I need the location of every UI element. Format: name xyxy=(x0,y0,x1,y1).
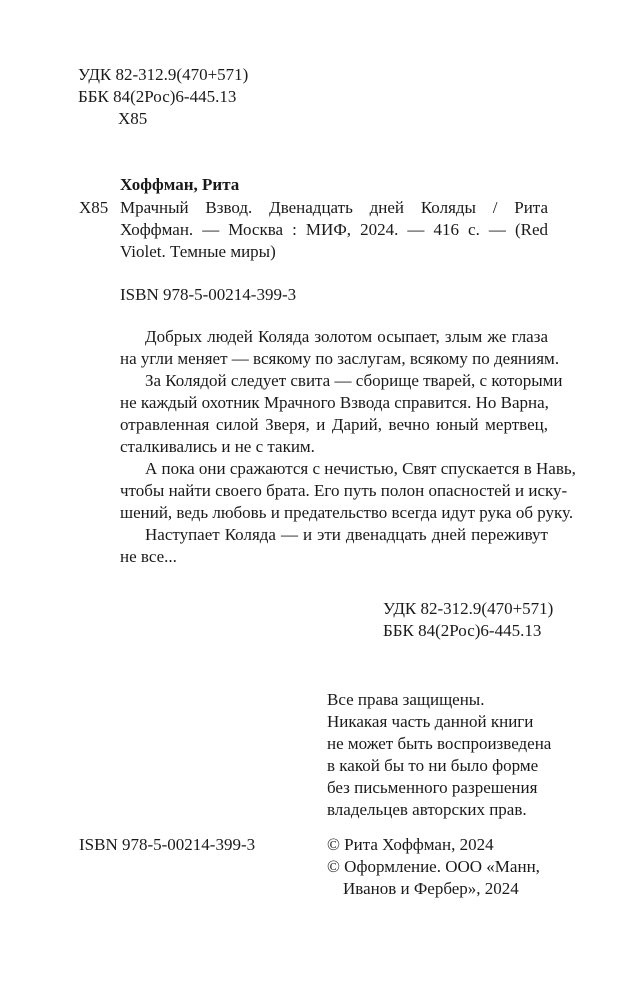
annotation-line: А пока они сражаются с нечистью, Свят спускается в Навь, xyxy=(145,459,576,478)
udk-code: УДК 82-312.9(470+571) xyxy=(383,599,554,618)
rights-line: в какой бы то ни было форме xyxy=(327,756,539,775)
author-heading: Хоффман, Рита xyxy=(120,175,240,194)
copyright-line: © Оформление. ООО «Манн, xyxy=(327,857,540,876)
annotation-line: шений, ведь любовь и предательство всегда идут рука об руку. xyxy=(120,503,574,522)
annotation-line: Наступает Коляда — и эти двенадцать дней переживут xyxy=(145,525,548,544)
rights-line: владельцев авторских прав. xyxy=(327,800,527,819)
udk-code: УДК 82-312.9(470+571) xyxy=(78,65,249,84)
annotation-line: на угли меняет — всякому по заслугам, всякому по деяниям. xyxy=(120,349,560,368)
annotation xyxy=(120,326,576,568)
annotation-line: не каждый охотник Мрачного Взвода справится. Но Варна, xyxy=(120,393,549,412)
rights-line: без письменного разрешения xyxy=(327,778,538,797)
annotation-line: За Колядой следует свита — сборище тварей, с которыми xyxy=(145,371,563,390)
biblio-line: Хоффман. — Москва : МИФ, 2024. — 416 с. — (Red xyxy=(120,220,548,239)
isbn-footer: ISBN 978-5-00214-399-3 xyxy=(79,835,256,854)
annotation-line: не все... xyxy=(120,547,177,566)
annotation-line: Добрых людей Коляда золотом осыпает, злым же глаза xyxy=(145,327,548,346)
cutter-code: Х85 xyxy=(118,109,148,128)
bbk-code: ББК 84(2Рос)6-445.13 xyxy=(383,621,542,640)
biblio-line: Violet. Темные миры) xyxy=(120,242,276,261)
rights-line: не может быть воспроизведена xyxy=(327,734,552,753)
biblio-line: Мрачный Взвод. Двенадцать дней Коляды / Рита xyxy=(120,198,548,217)
classification-block-bottom xyxy=(383,598,553,642)
bibliographic-description xyxy=(120,197,548,263)
rights-line: Никакая часть данной книги xyxy=(327,712,534,731)
copyright-line: Иванов и Фербер», 2024 xyxy=(343,879,519,898)
annotation-line: отравленная силой Зверя, и Дарий, вечно юный мертвец, xyxy=(120,415,548,434)
rights-line: Все права защищены. xyxy=(327,690,485,709)
isbn-entry: ISBN 978-5-00214-399-3 xyxy=(120,285,297,304)
annotation-line: сталкивались и не с таким. xyxy=(120,437,315,456)
copyright-line: © Рита Хоффман, 2024 xyxy=(327,835,494,854)
rights-notice xyxy=(327,689,551,821)
annotation-line: чтобы найти своего брата. Его путь полон опасностей и иску- xyxy=(120,481,568,500)
bbk-code: ББК 84(2Рос)6-445.13 xyxy=(78,87,237,106)
classification-block-top xyxy=(78,64,248,130)
copyright-notice xyxy=(327,834,540,900)
entry-cutter-code: Х85 xyxy=(79,198,109,217)
